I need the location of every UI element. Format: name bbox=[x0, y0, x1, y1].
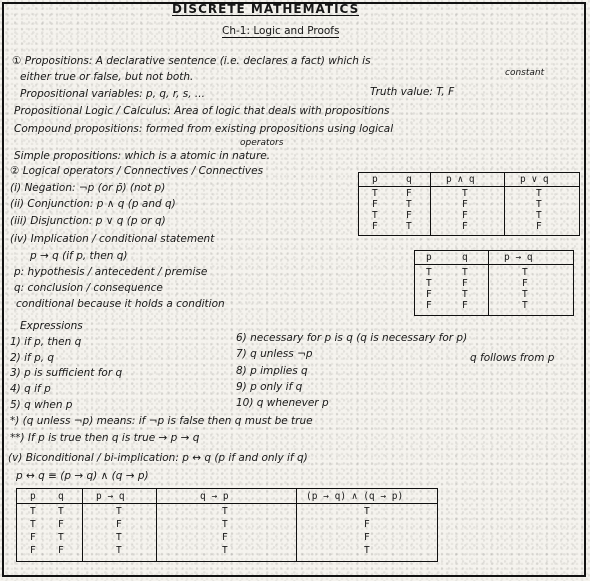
note-line: either true or false, but not both. bbox=[20, 71, 194, 83]
table-cell: T bbox=[536, 188, 542, 199]
table-header: p bbox=[30, 491, 36, 502]
note-line: Propositional variables: p, q, r, s, ... bbox=[20, 88, 205, 100]
table-cell: T bbox=[462, 289, 468, 300]
table-cell: T bbox=[536, 199, 542, 210]
table-header: p ∨ q bbox=[520, 174, 549, 185]
table-header: q bbox=[406, 174, 412, 185]
section-heading: (v) Biconditional / bi-implication: p ↔ q (p if and only if q) bbox=[8, 452, 308, 464]
table-cell: T bbox=[116, 532, 122, 543]
table-cell: F bbox=[364, 532, 370, 543]
table-cell: T bbox=[462, 188, 468, 199]
table-cell: F bbox=[116, 519, 122, 530]
expression-item: 9) p only if q bbox=[236, 381, 303, 393]
table-cell: T bbox=[364, 545, 370, 556]
section-heading: ② Logical operators / Connectives / Connectives bbox=[10, 165, 264, 177]
table-cell: F bbox=[30, 545, 36, 556]
table-header: p ∧ q bbox=[446, 174, 475, 185]
table-divider bbox=[504, 172, 505, 236]
table-cell: F bbox=[30, 532, 36, 543]
table-cell: T bbox=[222, 519, 228, 530]
note-line: p → q (if p, then q) bbox=[30, 250, 128, 262]
table-cell: F bbox=[364, 519, 370, 530]
table-cell: F bbox=[406, 210, 412, 221]
expression-item: 10) q whenever p bbox=[236, 397, 329, 409]
table-divider bbox=[488, 250, 489, 316]
page-title: DISCRETE MATHEMATICS bbox=[172, 2, 360, 16]
table-cell: T bbox=[536, 210, 542, 221]
table-cell: F bbox=[462, 221, 468, 232]
note-line: Compound propositions: formed from existing propositions using logical bbox=[14, 123, 394, 135]
truth-table-implication bbox=[414, 250, 574, 316]
table-cell: T bbox=[426, 267, 432, 278]
table-cell: F bbox=[222, 532, 228, 543]
table-cell: F bbox=[372, 199, 378, 210]
table-cell: T bbox=[58, 506, 64, 517]
expression-item: 1) if p, then q bbox=[10, 336, 82, 348]
section-heading: Expressions bbox=[20, 320, 83, 332]
table-cell: T bbox=[222, 545, 228, 556]
expression-item: 4) q if p bbox=[10, 383, 51, 395]
note-line: conditional because it holds a condition bbox=[16, 298, 225, 310]
note-line: *) (q unless ¬p) means: if ¬p is false then q must be true bbox=[10, 415, 313, 427]
table-header: q → p bbox=[200, 491, 229, 502]
note-annotation: operators bbox=[240, 138, 284, 148]
expression-item: 7) q unless ¬p bbox=[236, 348, 313, 360]
table-divider bbox=[414, 264, 574, 265]
table-divider bbox=[358, 186, 580, 187]
table-divider bbox=[296, 488, 297, 562]
table-cell: F bbox=[462, 199, 468, 210]
expression-item: q follows from p bbox=[470, 352, 555, 364]
expression-item: 3) p is sufficient for q bbox=[10, 367, 123, 379]
note-line: **) If p is true then q is true → p → q bbox=[10, 432, 200, 444]
note-line: (iii) Disjunction: p ∨ q (p or q) bbox=[10, 215, 166, 227]
table-header: p → q bbox=[96, 491, 125, 502]
table-cell: T bbox=[522, 289, 528, 300]
table-cell: F bbox=[372, 221, 378, 232]
note-line: p: hypothesis / antecedent / premise bbox=[14, 266, 208, 278]
table-cell: T bbox=[426, 278, 432, 289]
table-cell: T bbox=[372, 210, 378, 221]
note-line: Simple propositions: which is a atomic in nature. bbox=[14, 150, 271, 162]
table-cell: F bbox=[462, 278, 468, 289]
table-cell: T bbox=[30, 519, 36, 530]
table-cell: F bbox=[462, 300, 468, 311]
table-cell: T bbox=[406, 221, 412, 232]
table-header: p bbox=[426, 252, 432, 263]
table-cell: F bbox=[536, 221, 542, 232]
note-line: Propositional Logic / Calculus: Area of logic that deals with propositions bbox=[14, 105, 390, 117]
table-cell: T bbox=[522, 300, 528, 311]
table-cell: T bbox=[58, 532, 64, 543]
note-line: ① Propositions: A declarative sentence (i.e. declares a fact) which is bbox=[12, 55, 371, 67]
table-cell: T bbox=[116, 506, 122, 517]
note-line: Truth value: T, F bbox=[370, 86, 455, 98]
section-heading: (iv) Implication / conditional statement bbox=[10, 233, 215, 245]
note-line: (ii) Conjunction: p ∧ q (p and q) bbox=[10, 198, 176, 210]
table-cell: T bbox=[406, 199, 412, 210]
table-header: p → q bbox=[504, 252, 533, 263]
note-annotation: constant bbox=[505, 68, 545, 78]
table-divider bbox=[156, 488, 157, 562]
expression-item: 2) if p, q bbox=[10, 352, 55, 364]
table-cell: T bbox=[522, 267, 528, 278]
table-cell: F bbox=[406, 188, 412, 199]
note-line: q: conclusion / consequence bbox=[14, 282, 163, 294]
note-line: (i) Negation: ¬p (or p̄) (not p) bbox=[10, 182, 166, 194]
table-cell: F bbox=[522, 278, 528, 289]
expression-item: 5) q when p bbox=[10, 399, 73, 411]
table-header: (p → q) ∧ (q → p) bbox=[306, 491, 404, 502]
table-divider bbox=[82, 488, 83, 562]
table-divider bbox=[16, 503, 438, 504]
table-divider bbox=[430, 172, 431, 236]
table-cell: F bbox=[426, 289, 432, 300]
chapter-title: Ch-1: Logic and Proofs bbox=[222, 25, 340, 37]
table-cell: F bbox=[426, 300, 432, 311]
table-header: q bbox=[462, 252, 468, 263]
table-cell: T bbox=[222, 506, 228, 517]
table-cell: T bbox=[364, 506, 370, 517]
table-cell: F bbox=[58, 519, 64, 530]
table-cell: F bbox=[58, 545, 64, 556]
table-cell: T bbox=[30, 506, 36, 517]
table-cell: F bbox=[462, 210, 468, 221]
expression-item: 8) p implies q bbox=[236, 365, 308, 377]
table-header: q bbox=[58, 491, 64, 502]
table-cell: T bbox=[372, 188, 378, 199]
table-cell: T bbox=[462, 267, 468, 278]
expression-item: 6) necessary for p is q (q is necessary for p) bbox=[236, 332, 468, 344]
table-cell: T bbox=[116, 545, 122, 556]
table-header: p bbox=[372, 174, 378, 185]
note-line: p ↔ q ≡ (p → q) ∧ (q → p) bbox=[16, 470, 149, 482]
